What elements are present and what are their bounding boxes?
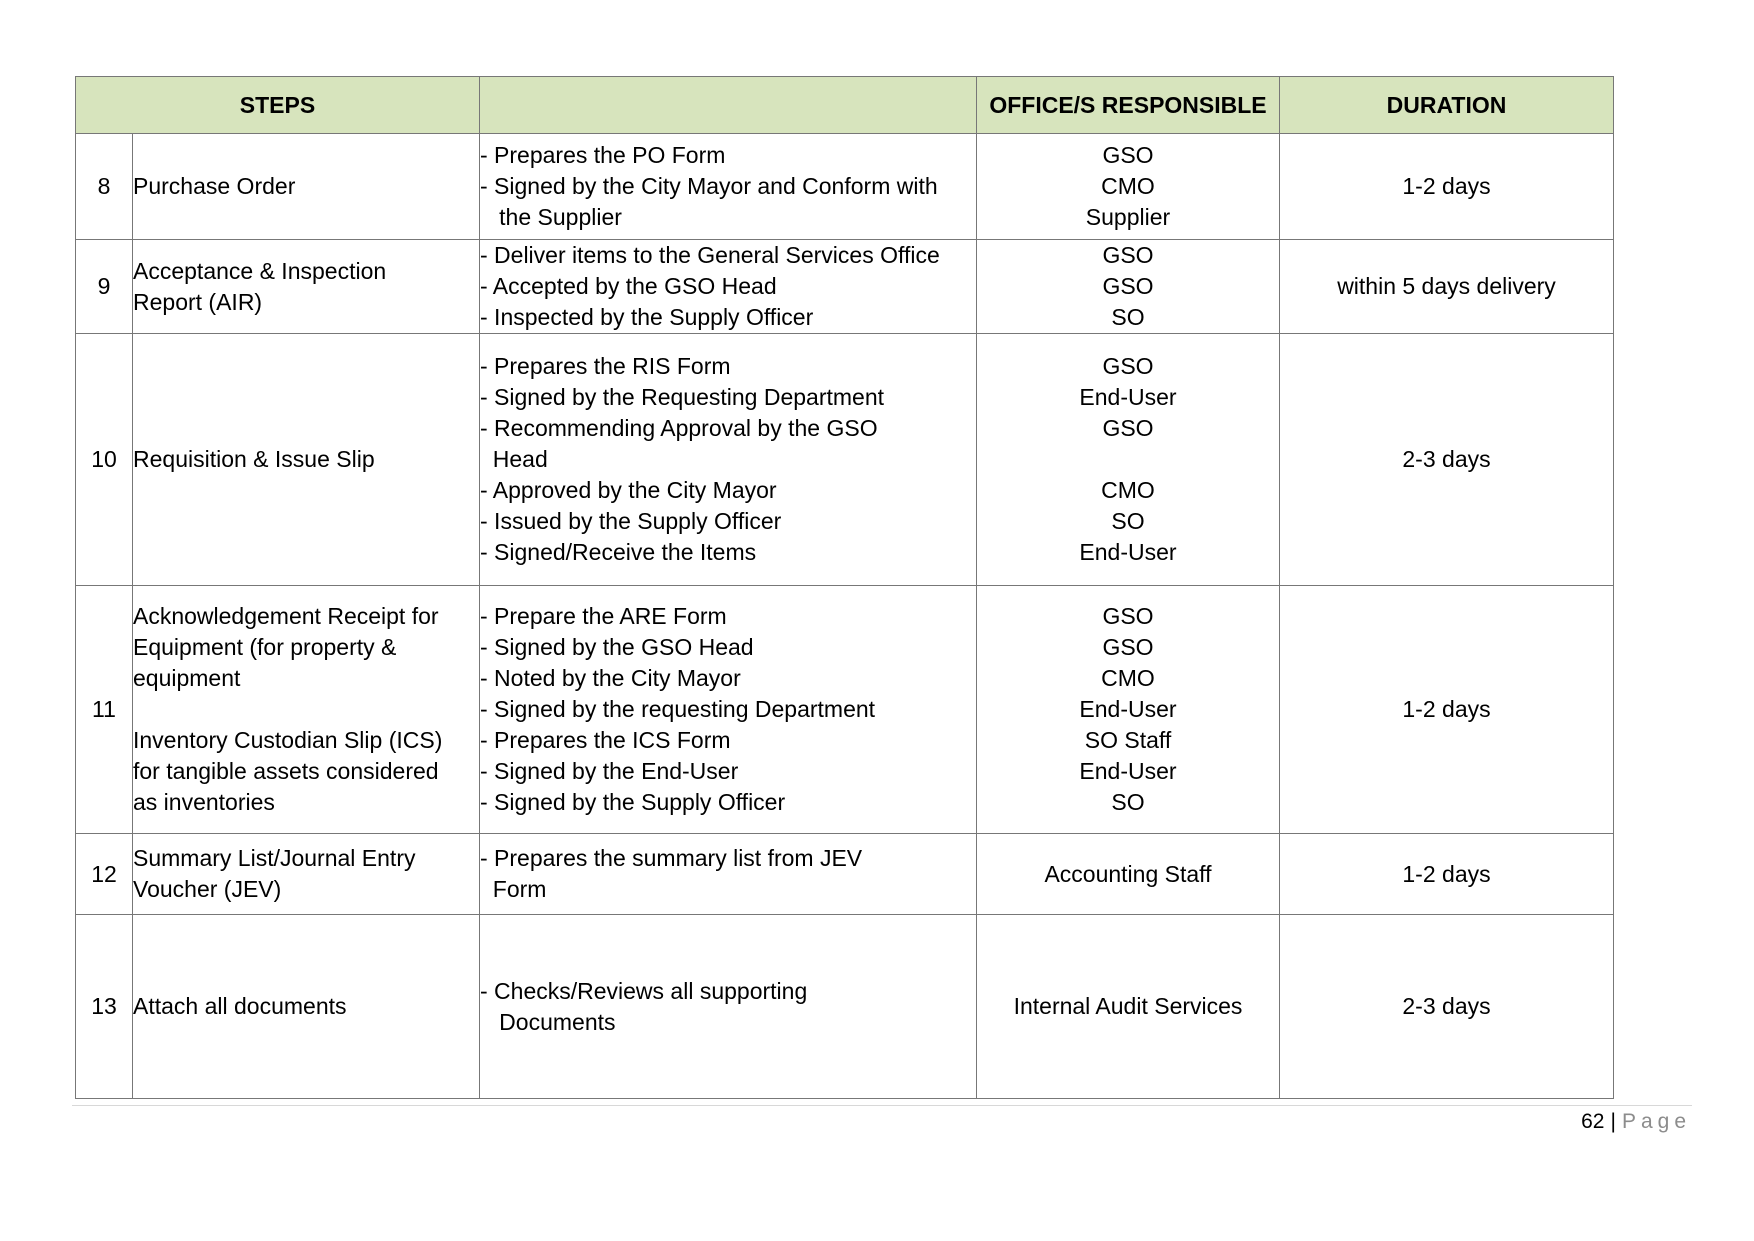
footer-divider	[72, 1105, 1692, 1106]
office-line: GSO	[1102, 273, 1154, 299]
step-number: 8	[76, 134, 133, 240]
page-word: Page	[1621, 1110, 1691, 1133]
activity-line: - Prepare the ARE Form	[480, 603, 727, 629]
office-responsible	[977, 334, 1280, 586]
activity-line: - Signed by the City Mayor and Conform with	[480, 173, 938, 199]
step-name-line: Purchase Order	[133, 173, 296, 199]
step-activities	[480, 240, 977, 334]
header-office: OFFICE/S RESPONSIBLE	[977, 77, 1280, 134]
office-line: Accounting Staff	[1044, 860, 1212, 887]
activity-line: - Deliver items to the General Services Office	[480, 242, 940, 268]
table-row	[76, 134, 1614, 240]
table-row	[76, 834, 1614, 915]
activity-line: - Accepted by the GSO Head	[480, 273, 777, 299]
activity-line: - Prepares the RIS Form	[480, 353, 731, 379]
step-number: 12	[76, 834, 133, 915]
step-number: 11	[76, 586, 133, 834]
office-line: GSO	[1102, 603, 1154, 629]
activity-line: - Signed by the End-User	[480, 758, 739, 784]
activity-line: - Prepares the summary list from JEV	[480, 845, 863, 871]
step-name	[133, 834, 480, 915]
office-line: GSO	[1102, 415, 1154, 441]
step-name-line: Voucher (JEV)	[133, 876, 282, 902]
office-line: End-User	[1079, 696, 1177, 722]
activity-line: - Recommending Approval by the GSO	[480, 415, 878, 441]
step-name-line: Attach all documents	[133, 993, 347, 1019]
activity-line: - Prepares the ICS Form	[480, 727, 731, 753]
step-name-line: Equipment (for property &	[133, 634, 397, 660]
office-line: CMO	[1101, 477, 1155, 503]
office-line: SO	[1111, 789, 1145, 815]
step-number: 10	[76, 334, 133, 586]
office-responsible	[977, 240, 1280, 334]
office-responsible	[977, 134, 1280, 240]
office-line: SO	[1111, 304, 1145, 330]
activity-line: - Signed by the GSO Head	[480, 634, 754, 660]
step-name-line: Requisition & Issue Slip	[133, 446, 375, 472]
office-responsible	[977, 915, 1280, 1099]
activity-line: - Inspected by the Supply Officer	[480, 304, 814, 330]
process-steps-table	[75, 76, 1614, 1099]
table-header-row	[76, 77, 1614, 134]
header-activity	[480, 77, 977, 134]
step-activities	[480, 334, 977, 586]
step-name-line: Acknowledgement Receipt for	[133, 603, 439, 629]
step-name-line: Inventory Custodian Slip (ICS)	[133, 727, 443, 753]
office-line: CMO	[1101, 665, 1155, 691]
step-name	[133, 915, 480, 1099]
office-line: GSO	[1102, 634, 1154, 660]
step-number: 13	[76, 915, 133, 1099]
office-line: Supplier	[1085, 204, 1171, 230]
activity-line: - Issued by the Supply Officer	[480, 508, 782, 534]
step-activities	[480, 834, 977, 915]
office-responsible	[977, 586, 1280, 834]
step-duration: within 5 days delivery	[1280, 240, 1614, 334]
step-name	[133, 334, 480, 586]
office-line: Internal Audit Services	[1013, 993, 1243, 1019]
footer-separator: |	[1610, 1110, 1616, 1133]
office-line: GSO	[1102, 353, 1154, 379]
table-row	[76, 586, 1614, 834]
office-line	[977, 444, 1279, 475]
activity-line: - Signed by the Requesting Department	[480, 384, 885, 410]
step-name	[133, 586, 480, 834]
step-activities	[480, 134, 977, 240]
activity-line: Form	[480, 876, 547, 902]
step-name	[133, 240, 480, 334]
office-line: CMO	[1101, 173, 1155, 199]
step-name-line: as inventories	[133, 789, 275, 815]
activity-line: - Noted by the City Mayor	[480, 665, 741, 691]
table-row	[76, 334, 1614, 586]
step-name-line: equipment	[133, 665, 241, 691]
step-name-line: Report (AIR)	[133, 288, 263, 315]
activity-line: the Supplier	[480, 204, 622, 230]
activity-line: - Signed/Receive the Items	[480, 539, 757, 565]
page-footer	[1581, 1110, 1691, 1134]
activity-line: - Approved by the City Mayor	[480, 477, 777, 503]
table-row	[76, 240, 1614, 334]
office-line: End-User	[1079, 384, 1177, 410]
activity-line: - Signed by the Supply Officer	[480, 789, 786, 815]
step-name-line	[133, 694, 479, 725]
activity-line: - Signed by the requesting Department	[480, 696, 876, 722]
activity-line: - Prepares the PO Form	[480, 142, 726, 168]
activity-line: - Checks/Reviews all supporting	[480, 977, 808, 1004]
office-line: SO Staff	[1084, 727, 1172, 753]
step-activities	[480, 915, 977, 1099]
step-duration: 1-2 days	[1280, 586, 1614, 834]
office-line: End-User	[1079, 539, 1177, 565]
step-name-line: for tangible assets considered	[133, 758, 439, 784]
header-steps: STEPS	[76, 77, 480, 134]
step-name-line: Summary List/Journal Entry	[133, 845, 416, 871]
step-name	[133, 134, 480, 240]
office-line: SO	[1111, 508, 1145, 534]
office-line: GSO	[1102, 142, 1154, 168]
activity-line: Documents	[480, 1008, 616, 1035]
office-line: End-User	[1079, 758, 1177, 784]
step-duration: 2-3 days	[1280, 334, 1614, 586]
step-number: 9	[76, 240, 133, 334]
table-row	[76, 915, 1614, 1099]
step-duration: 1-2 days	[1280, 834, 1614, 915]
step-name-line: Acceptance & Inspection	[133, 257, 387, 284]
step-duration: 1-2 days	[1280, 134, 1614, 240]
header-duration: DURATION	[1280, 77, 1614, 134]
office-responsible	[977, 834, 1280, 915]
step-duration: 2-3 days	[1280, 915, 1614, 1099]
step-activities	[480, 586, 977, 834]
activity-line: Head	[480, 446, 548, 472]
page-number: 62	[1581, 1110, 1605, 1133]
office-line: GSO	[1102, 242, 1154, 268]
